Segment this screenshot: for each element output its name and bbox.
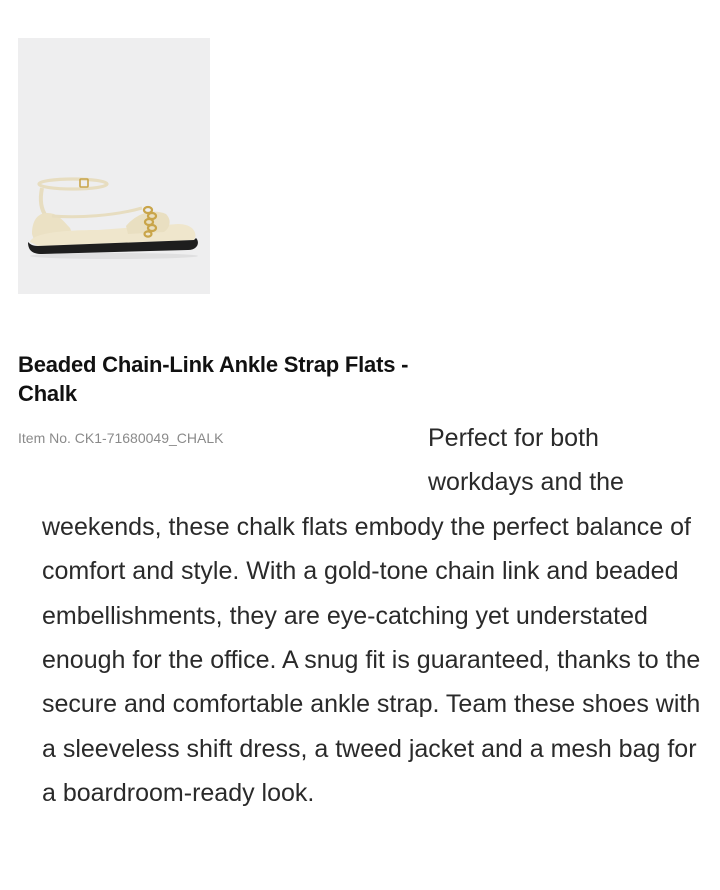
item-number-value: CK1-71680049_CHALK xyxy=(74,430,224,446)
product-title: Beaded Chain-Link Ankle Strap Flats - Chalk xyxy=(18,352,409,406)
side-strap xyxy=(52,208,142,217)
shadow xyxy=(30,253,198,259)
ankle-strap xyxy=(39,179,107,189)
product-image[interactable] xyxy=(18,38,210,294)
ankle-strap-back xyxy=(41,188,46,216)
item-number-label: Item No. xyxy=(18,430,71,446)
product-description: Perfect for both workdays and the weekends, these chalk flats embody the perfect balance of comfort and style. With a gold-tone chain link and beaded embellishments, they are eye-catching yet understated enough for the office. A snug fit is guaranteed, thanks to the secure and comfortable ankle strap. Team these shoes with a sleeveless shift dress, a tweed jacket and a mesh bag for a boardroom-ready look. xyxy=(42,424,701,808)
sandal-illustration xyxy=(18,38,210,294)
